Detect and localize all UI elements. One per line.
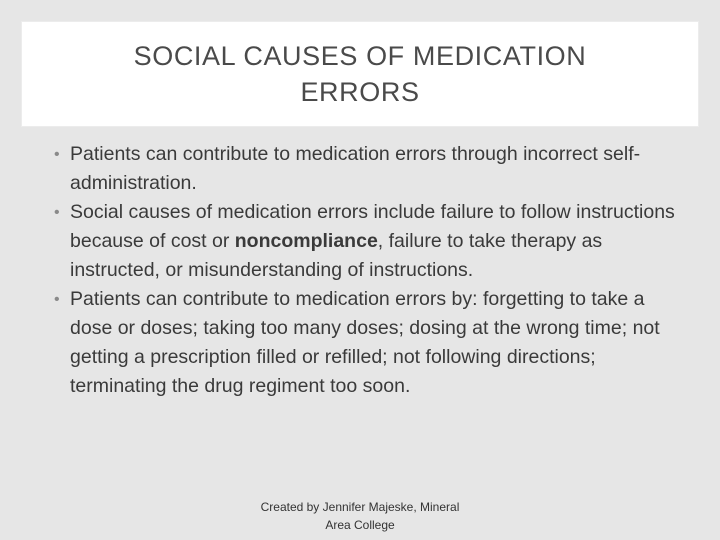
bullet-list [52,140,682,401]
bullet-item [52,140,682,198]
footer-credit: Created by Jennifer Majeske, Mineral Area College [260,500,460,532]
slide-title: SOCIAL CAUSES OF MEDICATION ERRORS [133,41,587,107]
bullet-item [52,285,682,401]
title-box [22,22,698,126]
bullet-icon: • [54,204,60,221]
bullet-text: Social causes of medication errors include failure to follow instructions because of cost or [70,201,675,252]
bullet-emphasis: noncompliance [234,230,378,252]
bullet-text: Patients can contribute to medication errors by: forgetting to take a dose or doses; taking too many doses; dosing at the wrong time; not getting a prescription filled or refilled; not following directions; terminating the drug regiment too soon. [70,288,660,397]
bullet-icon: • [54,291,60,308]
bullet-text-continued: , failure to take therapy as instructed, or misunderstanding of instructions. [70,230,603,281]
bullet-icon: • [54,146,60,163]
bullet-text: Patients can contribute to medication errors through incorrect self-administration. [70,143,641,194]
slide-content [52,140,682,401]
bullet-item [52,198,682,285]
